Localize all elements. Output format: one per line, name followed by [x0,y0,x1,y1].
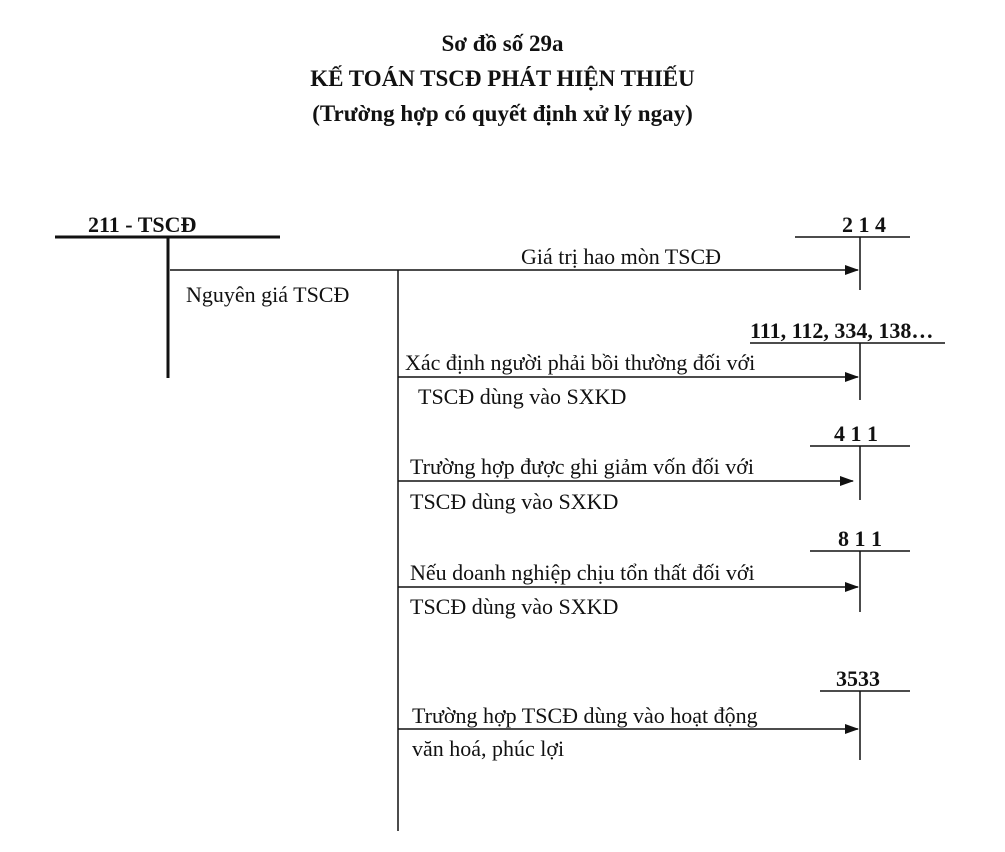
target-3533-label-1: Trường hợp TSCĐ dùng vào hoạt động [412,703,758,728]
target-411-code: 4 1 1 [834,421,878,446]
target-111-code: 111, 112, 334, 138… [750,318,934,343]
target-411-label-2: TSCĐ dùng vào SXKD [410,489,619,514]
target-3533-code: 3533 [836,666,880,691]
target-111-label-1: Xác định người phải bồi thường đối với [405,350,756,375]
target-3533-label-2: văn hoá, phúc lợi [412,736,565,761]
diagram-subtitle: (Trường hợp có quyết định xử lý ngay) [312,101,693,126]
target-111-label-2: TSCĐ dùng vào SXKD [418,384,627,409]
diagram-title: KẾ TOÁN TSCĐ PHÁT HIỆN THIẾU [310,66,695,91]
source-entry-label: Nguyên giá TSCĐ [186,282,350,307]
target-811-code: 8 1 1 [838,526,882,551]
target-811-label-1: Nếu doanh nghiệp chịu tổn thất đối với [410,560,755,585]
target-811-label-2: TSCĐ dùng vào SXKD [410,594,619,619]
target-214-code: 2 1 4 [842,212,886,237]
source-account-code: 211 - TSCĐ [88,212,197,237]
target-214-label: Giá trị hao mòn TSCĐ [521,244,722,269]
target-411-label-1: Trường hợp được ghi giảm vốn đối với [410,454,754,479]
diagram-number: Sơ đồ số 29a [441,31,564,56]
